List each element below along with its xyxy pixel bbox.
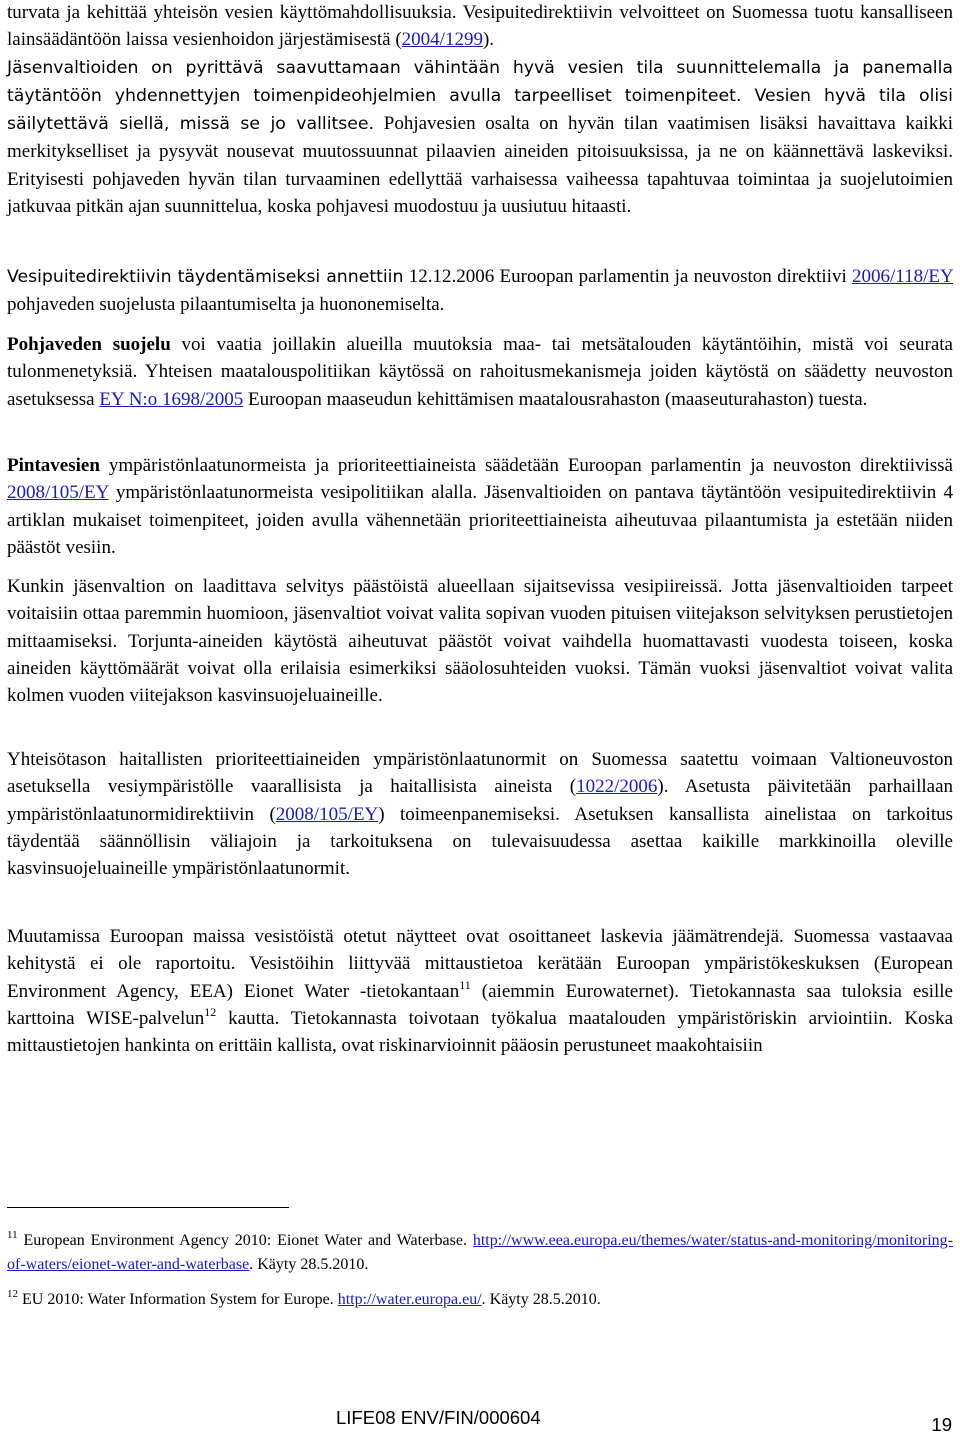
paragraph-text: voi vaatia joillakin alueilla muutoksia maa- tai metsätalouden käytäntöihin, mistä voi seurata tulonmenetyksiä. Yhteisen maatalouspolitiikan käytössä on rahoitusmekanismeja joiden käytöstä on säädetty neuvoston asetuksessa xyxy=(7,334,953,410)
paragraph-text: ) toimeenpanemiseksi. Asetuksen kansallista ainelistaa on tarkoitus täydentää säännöllisin väliajoin ja tarkoituksena on tulevaisuudessa asettaa kaikille markkinoilla oleville kasvinsuojeluaineille ympäristönlaatunormit. xyxy=(7,803,953,880)
paragraph-text: Kunkin jäsenvaltion on laadittava selvitys päästöistä alueellaan sijaitsevissa vesipiireissä. Jotta jäsenvaltioiden tarpeet voitaisiin ottaa paremmin huomioon, jäsenvaltiot voivat valita sopivan vuoden pituisen viitejakson selvityksen perustietojen mittaamiseksi. Torjunta-aineiden käytöstä aiheutuvat päästöt voivat vaihdella huomattavasti vuodesta toiseen, koska aineiden käyttömäärät voivat olla erilaisia esimerkiksi sääolosuhteiden vuoksi. Tämän vuoksi jäsenvaltiot voivat valita kolmen vuoden viitejakson kasvinsuojeluaineille. xyxy=(7,576,953,707)
paragraph-text: (aiemmin Eurowaternet). Tietokannasta saa tuloksia esille karttoina WISE-palvelun xyxy=(7,980,953,1029)
paragraph-text: 12.12.2006 Euroopan parlamentin ja neuvoston direktiivi xyxy=(403,266,853,287)
paragraph-surface-waters xyxy=(7,452,953,561)
paragraph-text: Euroopan maaseudun kehittämisen maatalousrahaston (maaseuturahaston) tuesta. xyxy=(243,388,868,410)
regulation-link-1698-2005[interactable]: EY N:o 1698/2005 xyxy=(99,388,244,410)
bold-heading-term: Pohjaveden suojelu xyxy=(7,334,171,355)
paragraph-text: ympäristönlaatunormeista vesipolitiikan alalla. Jäsenvaltioiden on pantava täytäntöön vesipuitedirektiivin 4 artiklan mukaiset toimenpiteet, joiden avulla vähennetään prioriteettiaineista aiheutuvaa pilaantumista ja estetään niiden päästöt vesiin. xyxy=(7,482,953,558)
paragraph-text: Yhteisötason haitallisten prioriteettiaineiden ympäristönlaatunormit on Suomessa saatettu voimaan Valtioneuvoston asetuksella vesiympäristölle vaarallisista ja haitallisista aineista ( xyxy=(7,749,953,798)
footnote-divider xyxy=(7,1207,289,1208)
paragraph-emissions-report xyxy=(7,573,953,709)
law-link-2004-1299[interactable]: 2004/1299 xyxy=(401,29,483,51)
paragraph-text: Muutamissa Euroopan maissa vesistöistä otetut näytteet ovat osoittaneet laskevia jäämätrendejä. Suomessa vastaavaa kehitystä ei ole raportoitu. Vesistöihin liittyvää mittaustietoa kerätään Euroopan ympäristökeskuksen (European Environment Agency, EEA) Eionet Water -tietokantaan xyxy=(7,926,953,1002)
paragraph-text: Erityisesti pohjaveden hyvän tilan turvaaminen edellyttää varhaisessa vaiheessa tapahtuvaa toimintaa ja suojelutoimien jatkuvaa pitkän ajan suunnittelua, koska pohjavesi muodostuu ja uusiutuu hitaasti. xyxy=(7,168,953,218)
paragraph-groundwater-protection xyxy=(7,331,953,413)
footnote-ref-11[interactable]: 11 xyxy=(459,977,471,992)
footnote-12 xyxy=(7,1288,953,1312)
footnote-ref-12[interactable]: 12 xyxy=(204,1004,217,1019)
footnote-11 xyxy=(7,1229,953,1276)
footnote-text: . Käyty 28.5.2010. xyxy=(481,1291,601,1308)
footnote-link-wise[interactable]: http://water.europa.eu/ xyxy=(337,1291,482,1308)
paragraph-text: ympäristönlaatunormeista ja prioriteettiaineista säädetään Euroopan parlamentin ja neuvoston direktiivissä xyxy=(99,455,953,476)
paragraph-finland-standards xyxy=(7,746,953,882)
footnote-link-eea[interactable]: http://www.eea.europa.eu/themes/water/status-and-monitoring/monitoring-of-waters/eionet-water-and-waterbase xyxy=(7,1232,953,1273)
footnote-number: 12 xyxy=(7,1288,18,1300)
paragraph-text: pohjaveden suojelusta pilaantumiselta ja huononemiselta. xyxy=(7,294,445,316)
paragraph-monitoring xyxy=(7,923,953,1059)
paragraph-text: Vesipuitedirektiivin täydentämiseksi annettiin xyxy=(7,267,404,287)
directive-link-2008-105[interactable]: 2008/105/EY xyxy=(7,482,109,504)
paragraph-text: Pohjavesien osalta on hyvän tilan vaatimisen lisäksi havaittava kaikki merkitykselliset ja pysyvät nousevat muutossuunnat pilaavien aineiden pitoisuuksissa, ja ne on käännettävä laskeviksi. xyxy=(7,113,953,163)
page-number: 19 xyxy=(931,1414,952,1435)
footnote-text: EU 2010: Water Information System for Europe. xyxy=(18,1291,338,1308)
directive-link-2008-105-second[interactable]: 2008/105/EY xyxy=(275,803,379,825)
footnote-text: . Käyty 28.5.2010. xyxy=(249,1255,369,1273)
footnote-number: 11 xyxy=(7,1229,18,1241)
paragraph-text: Jäsenvaltioiden on pyrittävä saavuttamaan vähintään hyvä vesien tila suunnittelemalla ja panemalla täytäntöön yhdennettyjen toimenpideohjelmien avulla tarpeelliset toimenpiteet. Vesien hyvä tila olisi säilytettävä siellä, missä se jo vallitsee. xyxy=(7,57,953,135)
paragraph-text: ). xyxy=(482,29,495,51)
directive-link-2006-118[interactable]: 2006/118/EY xyxy=(852,266,953,287)
paragraph-groundwater-directive xyxy=(7,263,953,319)
statute-link-1022-2006[interactable]: 1022/2006 xyxy=(576,776,658,798)
project-code-footer: LIFE08 ENV/FIN/000604 xyxy=(336,1407,541,1428)
paragraph-text: turvata ja kehittää yhteisön vesien käyttömahdollisuuksia. Vesipuitedirektiivin velvoitteet on Suomessa tuotu kansalliseen lainsäädäntöön laissa vesienhoidon järjestämisestä ( xyxy=(7,2,953,51)
paragraph-water-framework xyxy=(7,0,953,220)
bold-heading-term: Pintavesien xyxy=(7,455,100,476)
paragraph-text: kautta. Tietokannasta toivotaan työkalua maatalouden ympäristöriskin arviointiin. Koska mittaustietojen hankinta on erittäin kallista, ovat riskinarvioinnit pääosin perustuneet maakohtaisiin xyxy=(7,1007,953,1057)
footnote-text: European Environment Agency 2010: Eionet Water and Waterbase. xyxy=(17,1232,473,1249)
paragraph-text: ). Asetusta päivitetään parhaillaan ympäristönlaatunormidirektiivin ( xyxy=(7,776,953,825)
